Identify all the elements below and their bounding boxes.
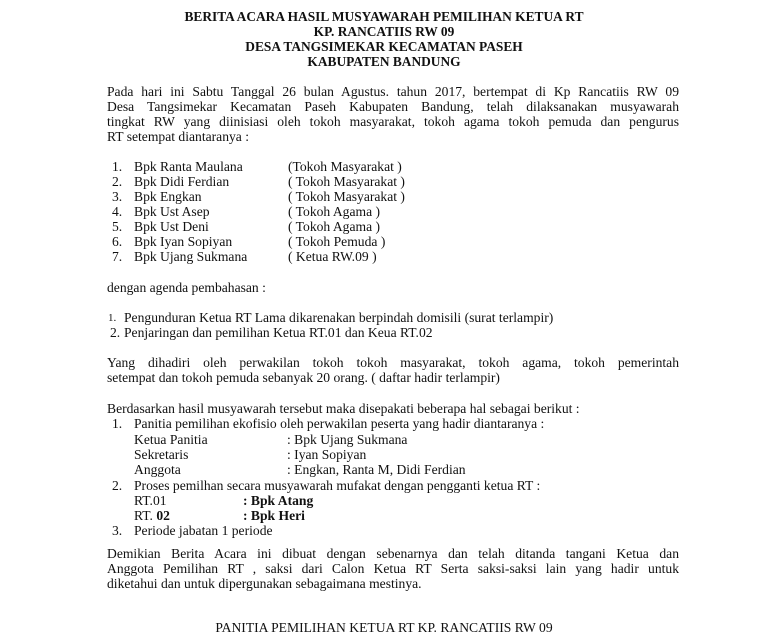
intro-line-3: tingkat RW yang diinisiasi oleh tokoh masyarakat, tokoh agama tokoh pemuda dan pengurus [107,114,679,129]
attendance-line-1: Yang dihadiri oleh perwakilan tokoh tokoh masyarakat, tokoh agama, tokoh pemerintah [107,355,679,370]
results-intro: Berdasarkan hasil musyawarah tersebut maka disepakati beberapa hal sebagai berikut : [107,401,580,416]
intro-line-4: RT setempat diantaranya : [107,129,249,144]
committee-value: : Bpk Ujang Sukmana [287,432,408,447]
results-item-text: Panitia pemilihan ekofisio oleh perwakilan peserta yang hadir diantaranya : [134,416,545,431]
doc-title-line-2: KP. RANCATIIS RW 09 [313,24,455,39]
committee-value: : Iyan Sopiyan [287,447,367,462]
list-number: 1. [108,312,117,324]
committee-heading: PANITIA PEMILIHAN KETUA RT KP. RANCATIIS RW 09 [215,620,553,635]
list-number: 3. [112,189,123,204]
intro-line-1: Pada hari ini Sabtu Tanggal 26 bulan Agustus. tahun 2017, bertempat di Kp Rancatiis RW 09 [107,84,679,99]
doc-title-line-1: BERITA ACARA HASIL MUSYAWARAH PEMILIHAN KETUA RT [184,9,584,24]
closing-line-3: diketahui dan untuk dipergunakan sebagaimana mestinya. [107,576,422,591]
list-number: 5. [112,219,123,234]
list-number: 3. [112,523,123,538]
committee-label: Ketua Panitia [134,432,208,447]
intro-line-2: Desa Tangsimekar Kecamatan Paseh Kabupaten Bandung, telah dilaksanakan musyawarah [107,99,679,114]
committee-value: : Engkan, Ranta M, Didi Ferdian [287,462,466,477]
list-number: 1. [112,159,123,174]
committee-label: Anggota [134,462,181,477]
rt01-label: RT.01 [134,493,167,508]
closing-line-1: Demikian Berita Acara ini dibuat dengan sebenarnya dan telah ditanda tangani Ketua dan [107,546,679,561]
list-number: 1. [112,416,123,431]
rt02-value: : Bpk Heri [243,508,305,523]
attendee-role: ( Tokoh Agama ) [288,219,381,234]
attendee-role: ( Tokoh Pemuda ) [288,234,386,249]
results-item-text: Proses pemilhan secara musyawarah mufakat dengan pengganti ketua RT : [134,478,541,493]
agenda-intro: dengan agenda pembahasan : [107,280,266,295]
doc-title-line-4: KABUPATEN BANDUNG [307,54,461,69]
attendee-role: ( Ketua RW.09 ) [288,249,377,264]
attendee-role: ( Tokoh Masyarakat ) [288,189,405,204]
closing-line-2: Anggota Pemilihan RT , saksi dari Calon Ketua RT Serta saksi-saksi lain yang hadir untuk [107,561,679,576]
attendee-name: Bpk Iyan Sopiyan [134,234,233,249]
agenda-item-text: Penjaringan dan pemilihan Ketua RT.01 dan Keua RT.02 [124,325,433,340]
list-number: 7. [112,249,123,264]
list-number: 2. [110,325,121,340]
attendance-line-2: setempat dan tokoh pemuda sebanyak 20 orang. ( daftar hadir terlampir) [107,370,500,385]
attendee-role: (Tokoh Masyarakat ) [288,159,402,174]
list-number: 2. [112,174,123,189]
attendee-name: Bpk Ujang Sukmana [134,249,248,264]
list-number: 2. [112,478,123,493]
rt02-prefix: RT. [134,508,153,523]
attendee-name: Bpk Engkan [134,189,202,204]
attendee-role: ( Tokoh Agama ) [288,204,381,219]
attendee-name: Bpk Ust Asep [134,204,210,219]
list-number: 6. [112,234,123,249]
attendee-name: Bpk Ust Deni [134,219,209,234]
rt02-label [134,508,170,523]
doc-title-line-3: DESA TANGSIMEKAR KECAMATAN PASEH [245,39,523,54]
agenda-item-text: Pengunduran Ketua RT Lama dikarenakan berpindah domisili (surat terlampir) [124,310,554,325]
attendee-name: Bpk Ranta Maulana [134,159,243,174]
list-number: 4. [112,204,123,219]
rt02-number: 02 [156,508,170,523]
committee-label: Sekretaris [134,447,189,462]
results-item-text: Periode jabatan 1 periode [134,523,273,538]
rt01-value: : Bpk Atang [243,493,314,508]
attendee-role: ( Tokoh Masyarakat ) [288,174,405,189]
attendee-name: Bpk Didi Ferdian [134,174,230,189]
